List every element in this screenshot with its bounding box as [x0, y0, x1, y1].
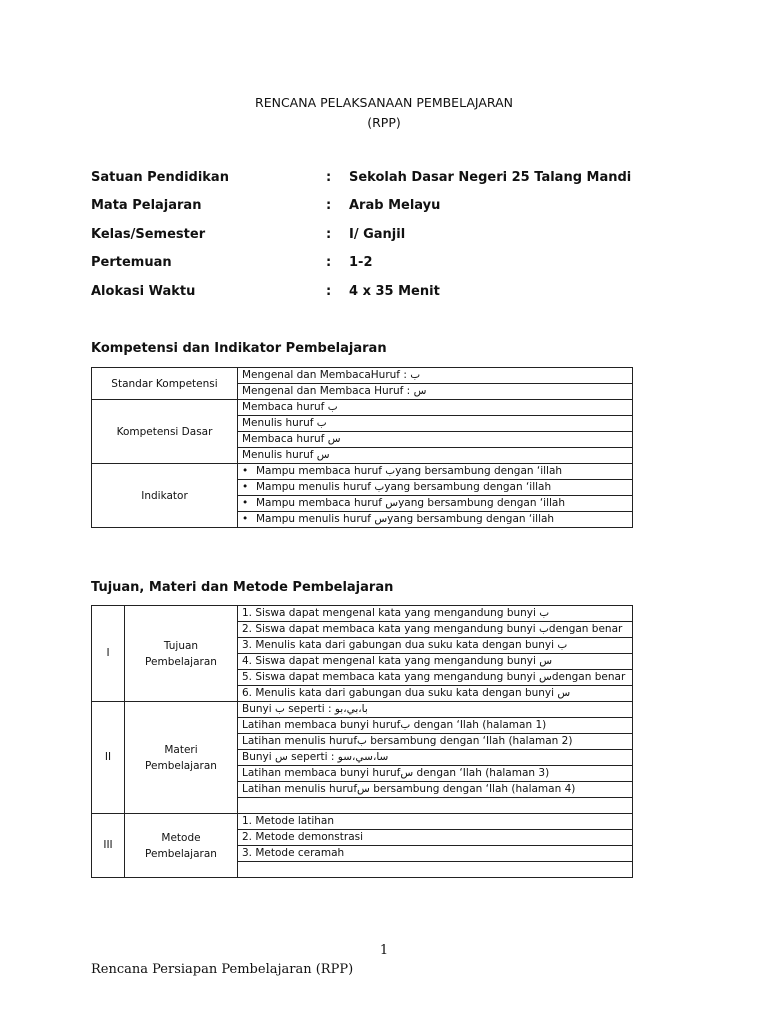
dasar-item: Membaca huruf ب: [238, 400, 633, 416]
materi-item: Latihan menulis hurufس bersambung dengan ‘Ilah (halaman 4): [238, 782, 633, 798]
materi-label: Materi Pembelajaran: [125, 702, 238, 814]
section-heading-tujuan: Tujuan, Materi dan Metode Pembelajaran: [91, 580, 394, 595]
indikator-item: • Mampu menulis huruf سyang bersambung dengan ‘illah: [238, 512, 633, 528]
table-row: [92, 702, 633, 718]
metode-label: Metode Pembelajaran: [125, 814, 238, 878]
dasar-item: Menulis huruf ب: [238, 416, 633, 432]
metode-item: 2. Metode demonstrasi: [238, 830, 633, 846]
table-row: [92, 814, 633, 830]
metode-item-empty: [238, 862, 633, 878]
tujuan-label: Tujuan Pembelajaran: [125, 606, 238, 702]
page-footer: Rencana Persiapan Pembelajaran (RPP): [91, 962, 354, 977]
materi-item-empty: [238, 798, 633, 814]
metode-item: 3. Metode ceramah: [238, 846, 633, 862]
standar-item: Mengenal dan Membaca Huruf : س: [238, 384, 633, 400]
meta-colon: :: [326, 198, 332, 213]
materi-item: Latihan menulis hurufب bersambung dengan ‘Ilah (halaman 2): [238, 734, 633, 750]
materi-item: Bunyi س seperti : سا،سي،سو: [238, 750, 633, 766]
materi-item: Latihan membaca bunyi hurufس dengan ‘Ilah (halaman 3): [238, 766, 633, 782]
meta-label: Mata Pelajaran: [91, 198, 202, 213]
table-row: [92, 464, 633, 480]
page-number: 1: [379, 943, 389, 958]
tujuan-item: 6. Menulis kata dari gabungan dua suku kata dengan bunyi س: [238, 686, 633, 702]
meta-colon: :: [326, 170, 332, 185]
indikator-item: • Mampu menulis huruf بyang bersambung dengan ‘illah: [238, 480, 633, 496]
materi-item: Latihan membaca bunyi hurufب dengan ‘Ilah (halaman 1): [238, 718, 633, 734]
section-heading-kompetensi: Kompetensi dan Indikator Pembelajaran: [91, 341, 387, 356]
tujuan-materi-metode-table: [91, 605, 633, 878]
meta-value: Sekolah Dasar Negeri 25 Talang Mandi: [349, 170, 632, 185]
meta-label: Pertemuan: [91, 255, 172, 270]
document-title: RENCANA PELAKSANAAN PEMBELAJARAN: [255, 95, 513, 110]
indikator-item: • Mampu membaca huruf بyang bersambung dengan ‘illah: [238, 464, 633, 480]
tujuan-item: 2. Siswa dapat membaca kata yang mengandung bunyi بdengan benar: [238, 622, 633, 638]
dasar-item: Membaca huruf س: [238, 432, 633, 448]
metode-item: 1. Metode latihan: [238, 814, 633, 830]
materi-item: Bunyi ب seperti : با،بي،بو: [238, 702, 633, 718]
group-number: III: [92, 814, 125, 878]
tujuan-item: 5. Siswa dapat membaca kata yang mengandung bunyi سdengan benar: [238, 670, 633, 686]
indikator-item: • Mampu membaca huruf سyang bersambung dengan ‘illah: [238, 496, 633, 512]
meta-label: Alokasi Waktu: [91, 284, 196, 299]
meta-label: Kelas/Semester: [91, 227, 206, 242]
meta-value: 1-2: [349, 255, 373, 270]
group-number: II: [92, 702, 125, 814]
document-subtitle: (RPP): [367, 115, 401, 130]
meta-label: Satuan Pendidikan: [91, 170, 229, 185]
group-number: I: [92, 606, 125, 702]
tujuan-item: 3. Menulis kata dari gabungan dua suku kata dengan bunyi ب: [238, 638, 633, 654]
meta-value: Arab Melayu: [349, 198, 441, 213]
kompetensi-dasar-label: Kompetensi Dasar: [92, 400, 238, 464]
table-row: [92, 400, 633, 416]
meta-value: I/ Ganjil: [349, 227, 406, 242]
dasar-item: Menulis huruf س: [238, 448, 633, 464]
standar-item: Mengenal dan MembacaHuruf : ب: [238, 368, 633, 384]
kompetensi-table: [91, 367, 633, 528]
tujuan-item: 1. Siswa dapat mengenal kata yang mengandung bunyi ب: [238, 606, 633, 622]
meta-value: 4 x 35 Menit: [349, 284, 440, 299]
standar-kompetensi-label: Standar Kompetensi: [92, 368, 238, 400]
indikator-label: Indikator: [92, 464, 238, 528]
table-row: [92, 606, 633, 622]
tujuan-item: 4. Siswa dapat mengenal kata yang mengandung bunyi س: [238, 654, 633, 670]
table-row: [92, 368, 633, 384]
meta-colon: :: [326, 227, 332, 242]
meta-colon: :: [326, 255, 332, 270]
meta-colon: :: [326, 284, 332, 299]
